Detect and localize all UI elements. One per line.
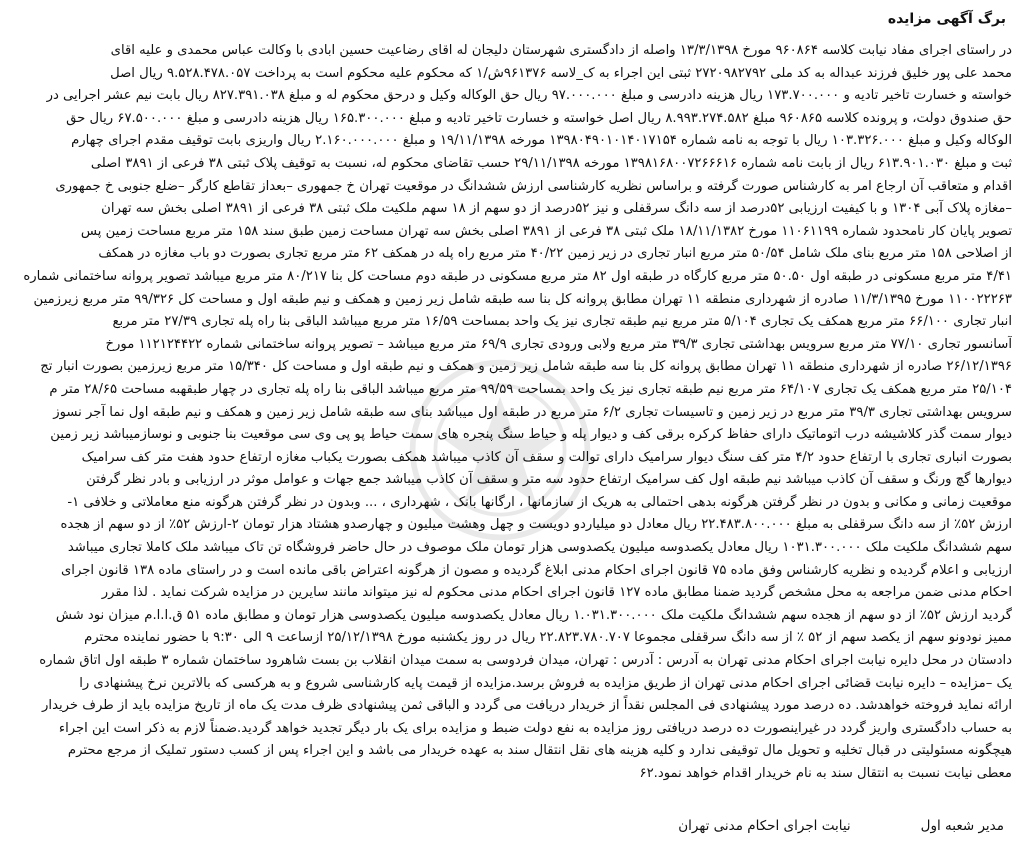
body-line: الوکاله وکیل و مبلغ ۱۰۳.۳۲۶.۰۰۰ ریال با توجه به نامه شماره ۱۳۹۸۰۴۹۰۱۰۱۴۰۱۷۱۵۴ مورخه ۱۹/۱۱/۱۳۹۸ و مبلغ ۲.۱۶۰.۰۰۰.۰۰۰ ریال واریزی بابت توقیف مقدم اجرای چهارم: [71, 133, 1012, 149]
body-line: سرویس بهداشتی تجاری ۳۹/۳ متر مربع در زیر زمین و تاسیسات تجاری ۶/۲ متر مربع در طبقه اول میباشد بنای سه طبقه شامل زیر زمین و همکف و نیم طبقه اول نما آجر نسوز: [53, 404, 1012, 420]
body-line: اقدام و متعاقب آن ارجاع امر به کارشناس صورت گرفته و براساس نظریه کارشناسی ارزش ششدانگ در موقعیت تهران خ جمهوری –بعداز تقاطع کارگر –ضلع جنوبی خ جمهوری: [55, 178, 1012, 194]
body-line: از اصلاحی ۱۵۸ متر مربع بنای ملک شامل ۵۰/۵۴ متر مربع انبار تجاری در زیر زمین ۴۰/۲۲ متر مربع راه پله در همکف ۶۲ متر مربع تجاری بصورت دو باب مغازه در همکف: [98, 246, 1012, 262]
body-line: ۲۶/۱۲/۱۳۹۶ صادره از شهرداری منطقه ۱۱ تهران مطابق پروانه کل بنا سه طبقه شامل زیر زمین و همکف و نیم طبقه اول و مساحت کل ۱۵/۳۴۰ متر مربع زیرزمین بصورت انبار تج: [40, 359, 1012, 375]
body-line: هیچگونه مسئولیتی در قبال تخلیه و تحویل مال توقیفی ندارد و کلیه هزینه های نقل انتقال سند به عهده خریدار می باشد و این اجراء پس از کسب دستور تملیک از مرجع محترم: [67, 743, 1012, 759]
body-line: موقعیت زمانی و مکانی و بدون در نظر گرفتن هرگونه بدهی احتمالی به هریک از سازمانها ، ارگانها بانک ، شهرداری ، ... وبدون در نظر گرفتن هرگونه منع معاملاتی و خلافی ۱-: [67, 494, 1012, 510]
body-line: ممیز نودونو سهم از یکصد سهم از ۵۲ ٪ از سه دانگ سرقفلی مجموعا ۲۲.۸۲۳.۷۸۰.۷۰۷ ریال در روز یکشنبه مورخ ۲۵/۱۲/۱۳۹۸ ازساعت ۹ الی ۹:۳۰ با حضور نماینده محترم: [84, 630, 1012, 646]
body-line: محمد علی پور خلیق فرزند عبداله به کد ملی ۲۷۲۰۹۸۲۷۹۲ ثبتی این اجراء به ک_لاسه ۹۶۱۳۷۶ش/۱ که محکوم علیه محکوم است به پرداخت ۹.۵۲۸.۴۷۸.۰۵۷ ریال اصل: [110, 65, 1012, 81]
body-line: بصورت انباری تجاری با ارتفاع حدود ۴/۲ متر کف سنگ دیوار سرامیک دارای توالت و سقف آن کاذب میباشد همکف بصورت یکباب مغازه ارتفاع حدود هفت متر کف سرامیک: [81, 449, 1012, 465]
body-line: دادستان در محل دایره نیابت اجرای احکام مدنی تهران به آدرس : آدرس : تهران، میدان فردوسی به سمت میدان انقلاب بن بست شاهرود ساختمان شماره ۳ طبقه اول اتاق شماره: [39, 653, 1012, 669]
body-line: تصویر پایان کار نامحدود شماره ۱۱۰۶۱۱۹۹ مورخ ۱۸/۱۱/۱۳۸۲ ملک ثبتی ۳۸ فرعی از ۳۸۹۱ اصلی بخش سه تهران مساحت زمین طبق سند ۱۵۸ متر مربع مساحت زمین پس: [80, 223, 1012, 239]
body-line: ثبت و مبلغ ۶۱۳.۹۰۱.۰۳۰ ریال از بابت نامه شماره ۱۳۹۸۱۶۸۰۰۷۲۶۶۶۱۶ مورخه ۲۹/۱۱/۱۳۹۸ حسب تقاضای محکوم له، نسبت به توقیف پلاک ثبتی ۳۸ فرعی از ۳۸۹۱ اصلی: [90, 155, 1012, 171]
notice-heading: برگ آگهی مزایده: [887, 11, 1006, 27]
body-line: دیوار سمت گذر کلاشیشه درب اتوماتیک دارای حفاظ کرکره برقی کف و دیوار پله و حیاط سنگ پنجره های سمت حیاط پو پی وی سی موقعیت بنا جنوبی و نوسازمیباشد زیر زمین: [50, 427, 1012, 443]
body-line: ۱۱۰۰۲۲۲۶۳ مورخ ۱۱/۳/۱۳۹۵ صادره از شهرداری منطقه ۱۱ تهران مطابق پروانه کل بنا سه طبقه شامل زیر زمین و همکف و نیم طبقه اول و مساحت کل ۹۹/۳۲۶ متر مربع زیرزمین: [33, 291, 1012, 307]
body-line: خواسته و خسارت تاخیر تادیه و ۱۷۳.۷۰۰.۰۰۰ ریال هزینه دادرسی و مبلغ ۹۷.۰۰۰.۰۰۰ ریال حق الوکاله وکیل و درحق محکوم له و مبلغ ۸۲۷.۳۹۱.۰۳۸ ریال بابت نیم عشر اجرایی در: [46, 88, 1012, 104]
body-line: ۴/۴۱ متر مربع مسکونی در طبقه اول ۵۰.۵۰ متر مربع کارگاه در طبقه اول ۸۲ متر مربع مسکونی در طبقه دوم مساحت کل بنا ۸۰/۲۱۷ متر مربع میباشد تصویر پروانه ساختمانی شماره: [23, 268, 1012, 284]
body-line: در راستای اجرای مفاد نیابت کلاسه ۹۶۰۸۶۴ مورخ ۱۳/۳/۱۳۹۸ واصله از دادگستری شهرستان دلیجان له اقای رضاعیت حسین ابادی با وکالت عباس محمدی و علیه اقای: [110, 43, 1012, 58]
body-line: انبار تجاری ۶۶/۱۰۰ متر مربع همکف یک تجاری ۵/۱۰۴ متر مربع نیم طبقه تجاری نیز یک واحد بمساحت ۱۶/۵۹ متر مربع میباشد الباقی بنا راه پله تجاری ۲۷/۳۹ متر مربع: [112, 314, 1012, 330]
notice-footer: [678, 815, 1004, 837]
body-line: معطی نیابت نسبت به انتقال سند به نام خریدار اقدام خواهد نمود.۶۲: [639, 766, 1012, 781]
notice-body: [12, 40, 1012, 786]
signatory-title: مدیر شعبه اول: [920, 818, 1004, 834]
body-line: سهم ششدانگ ملکیت ملک ۱۰۳۱.۳۰۰.۰۰۰ ریال معادل یکصدوسه میلیون یکصدوسی هزار تومان ملک موصوف در حال حاضر فروشگاه تن تاک میباشد ملک کاملا تجاری میباشد: [67, 540, 1012, 556]
body-line: احکام مدنی ضمن مراجعه به محل مشخص گردید ضمنا مطابق ماده ۱۲۷ قانون اجرای احکام مدنی محکوم له نیز میتواند مانند سایرین در مزایده شرکت نماید . لذا مقرر: [101, 585, 1012, 601]
body-line: یک –مزایده – دایره نیابت قضائی اجرای احکام مدنی تهران از طریق مزایده به فروش برسد.مزایده از قیمت پایه کارشناسی شروع و به هرکسی که بالاترین نرخ پیشنهادی را: [79, 675, 1012, 691]
body-line: ۲۵/۱۰۴ متر مربع همکف یک تجاری ۶۴/۱۰۷ متر مربع نیم طبقه تجاری نیز یک واحد بمساحت ۹۹/۵۹ متر مربع میباشد الباقی بنا راه پله تجاری در چهار طبقهبه مساحت ۲۸/۶۵ متر م: [49, 381, 1012, 397]
body-line: آسانسور تجاری ۷۷/۱۰ متر مربع سرویس بهداشتی تجاری ۳۹/۳ متر مربع ولابی ورودی تجاری ۶۹/۹ متر مربع میباشد – تصویر پروانه ساختمانی شماره ۱۱۲۱۲۴۴۲۲ مورخ: [105, 336, 1012, 352]
body-line: –مغازه پلاک آبی ۱۳۰۴ و با کیفیت ارزیابی ۵۲درصد از سه دانگ سرقفلی و نیز ۵۲درصد از دو سهم از ۱۸ سهم ملکیت ملک ثبتی ۳۸ فرعی از ۳۸۹۱ اصلی بخش سه تهران: [101, 201, 1012, 217]
body-line: ارزش ۵۲٪ از سه دانگ سرقفلی به مبلغ ۲۲.۴۸۳.۸۰۰.۰۰۰ ریال معادل دو میلیاردو دویست و چهل وهشت میلیون و چهارصدو هشتاد هزار تومان ۲-ارزش ۵۲٪ از دو سهم از هجده: [60, 517, 1012, 533]
body-line: حق صندوق دولت، و پرونده کلاسه ۹۶۰۸۶۵ مبلغ ۸.۹۹۳.۲۷۴.۵۸۲ ریال اصل خواسته و خسارت تاخیر تادیه و مبلغ ۱۶۵.۳۰۰.۰۰۰ ریال هزینه دادرسی و مبلغ ۶۷.۵۰۰.۰۰۰ ریال حق: [66, 110, 1012, 126]
office-name: نیابت اجرای احکام مدنی تهران: [678, 818, 851, 834]
body-line: دیوارها گچ ورنگ و سقف آن کاذب میباشد نیم طبقه اول کف سرامیک ارتفاع حدود سه متر و سقف آن کاذب میباشد جمع جهات و عوامل موثر در ارزیابی و بادر نظر گرفتن: [86, 472, 1012, 488]
body-line: به حساب دادگستری واریز گردد در غیراینصورت ده درصد دریافتی روز مزایده به نفع دولت ضبط و مزایده برای یک بار دیگر تجدید خواهد گردید.ضمناً لازم به ذکر است این اجراء: [58, 720, 1012, 736]
body-line: گردید ارزش ۵۲٪ از دو سهم از هجده سهم ششدانگ ملکیت ملک ۱.۰۳۱.۳۰۰.۰۰۰ ریال معادل یکصدوسه میلیون یکصدوسی هزار تومان و مطابق ماده ۵۱ ق.ا.ا.م میزان نود شش: [55, 607, 1012, 623]
body-line: ارائه نماید فروخته خواهدشد. ده درصد مورد پیشنهادی فی المجلس نقداً از خریدار دریافت می گردد و الباقی ثمن پیشنهادی ظرف مدت یک ماه از تاریخ مزایده باید از طرف خریدار: [42, 698, 1012, 714]
body-line: ارزیابی و اعلام گردیده و نظریه کارشناس وفق ماده ۷۵ قانون اجرای احکام مدنی ابلاغ گردیده و مصون از هرگونه اعتراض باقی مانده است و در راستای ماده ۱۳۸ قانون اجرای: [60, 562, 1012, 578]
